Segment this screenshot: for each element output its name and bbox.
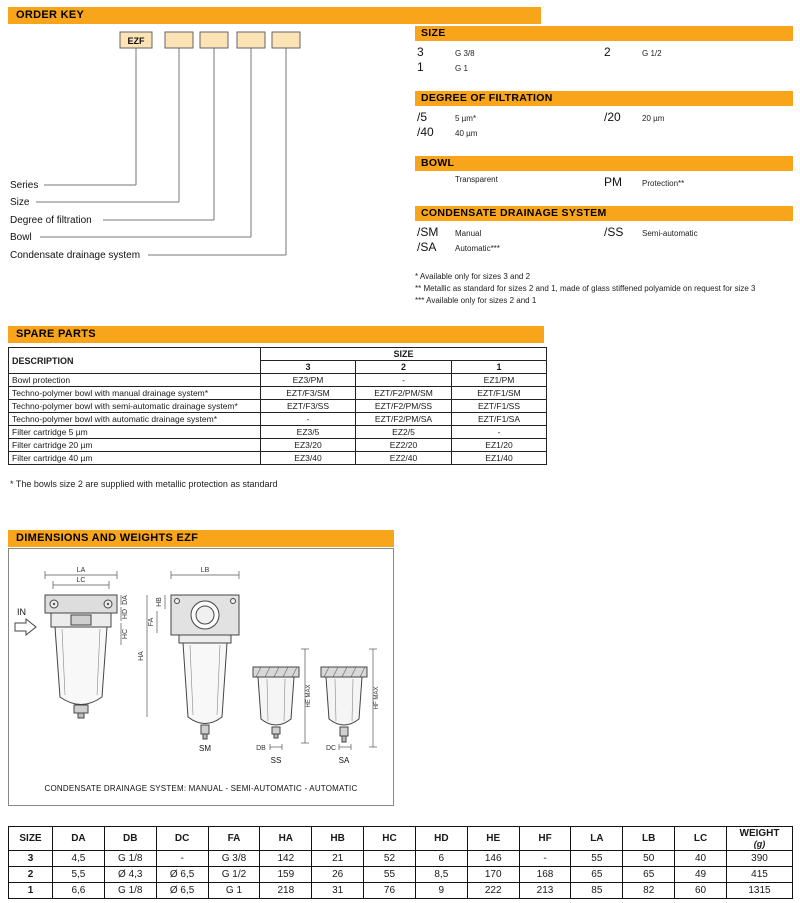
- bowl-sa: [321, 649, 380, 765]
- drawing-caption: CONDENSATE DRAINAGE SYSTEM: MANUAL - SEMI-AUTOMATIC - AUTOMATIC: [44, 784, 358, 793]
- dim-value: 26: [312, 867, 364, 883]
- dim-value: 40: [675, 851, 727, 867]
- entry-desc: G 3/8: [455, 49, 475, 58]
- panel-entries: [415, 223, 793, 255]
- dimensions-table: [8, 826, 793, 899]
- spare-part-code: EZ3/20: [261, 439, 356, 452]
- dim-fa: FA: [148, 617, 155, 627]
- dim-value: 222: [467, 883, 519, 899]
- dim-value: 55: [364, 867, 416, 883]
- spare-parts-footnote: * The bowls size 2 are supplied with metallic protection as standard: [10, 479, 278, 489]
- dim-value: 218: [260, 883, 312, 899]
- order-label-size: Size: [10, 197, 30, 208]
- spare-part-description: Techno-polymer bowl with semi-automatic drainage system*: [9, 400, 261, 413]
- order-key-title: ORDER KEY: [8, 7, 541, 24]
- dim-col-header: LB: [623, 827, 675, 851]
- panel-entry: [417, 240, 604, 255]
- dim-size: 3: [9, 851, 53, 867]
- panel-entries: [415, 173, 793, 190]
- spare-size-3: 3: [261, 361, 356, 374]
- weight-label: WEIGHT: [739, 828, 780, 839]
- footnote: *** Available only for sizes 2 and 1: [415, 296, 537, 305]
- dim-value: Ø 6,5: [156, 883, 208, 899]
- dim-value: 159: [260, 867, 312, 883]
- filter-unit-front: [45, 567, 129, 718]
- spare-parts-table: [8, 347, 547, 465]
- order-code-box-size: [165, 32, 193, 48]
- dim-col-header: SIZE: [9, 827, 53, 851]
- dim-value: 4,5: [53, 851, 105, 867]
- dim-col-header: FA: [208, 827, 260, 851]
- dimensions-drawing: [9, 549, 393, 805]
- dim-col-header: HB: [312, 827, 364, 851]
- dim-value: G 1/8: [104, 883, 156, 899]
- panel-entry: [604, 45, 791, 60]
- dim-value: 415: [727, 867, 793, 883]
- dim-value: 55: [571, 851, 623, 867]
- spare-part-code: EZ3/5: [261, 426, 356, 439]
- spare-part-description: Filter cartridge 5 µm: [9, 426, 261, 439]
- entry-code: 3: [417, 45, 424, 59]
- entry-code: /SM: [417, 225, 439, 239]
- dim-value: 65: [571, 867, 623, 883]
- filter-unit-sm: [171, 567, 239, 753]
- dim-value: 5,5: [53, 867, 105, 883]
- dim-value: 82: [623, 883, 675, 899]
- dim-col-header: HC: [364, 827, 416, 851]
- spare-part-description: Techno-polymer bowl with manual drainage system*: [9, 387, 261, 400]
- spare-part-code: EZ1/20: [452, 439, 547, 452]
- dimensions-table-body: [9, 851, 793, 899]
- entry-code: /20: [604, 110, 621, 124]
- spare-parts-row: [9, 452, 547, 465]
- footnote: ** Metallic as standard for sizes 2 and 1, made of glass stiffened polyamide on request for size 3: [415, 284, 756, 293]
- dimensions-title: DIMENSIONS AND WEIGHTS EZF: [8, 530, 394, 547]
- spare-parts-title: SPARE PARTS: [8, 326, 544, 343]
- dimensions-table-wrap: [8, 826, 793, 899]
- dim-ha: HA: [138, 651, 145, 661]
- dim-da: DA: [122, 595, 129, 605]
- dim-col-header: DB: [104, 827, 156, 851]
- spare-part-code: EZ3/40: [261, 452, 356, 465]
- dim-col-header: LA: [571, 827, 623, 851]
- order-key-panel: [415, 206, 793, 255]
- entry-desc: 5 µm*: [455, 114, 477, 123]
- panel-title: BOWL: [415, 156, 793, 171]
- dim-value: 8,5: [415, 867, 467, 883]
- spare-part-code: -: [452, 426, 547, 439]
- dimensions-table-header-row: [9, 827, 793, 851]
- dim-dc: DC: [325, 745, 337, 752]
- entry-desc: Automatic***: [455, 244, 500, 253]
- panel-entry: [417, 175, 604, 190]
- footnote: * Available only for sizes 3 and 2: [415, 272, 531, 281]
- spare-part-code: -: [356, 374, 452, 387]
- dim-col-header: HA: [260, 827, 312, 851]
- dim-value: -: [156, 851, 208, 867]
- dim-value: 390: [727, 851, 793, 867]
- spare-part-code: EZT/F2/PM/SA: [356, 413, 452, 426]
- dim-value: 6,6: [53, 883, 105, 899]
- dimensions-drawing-box: [8, 548, 394, 806]
- dim-value: G 1: [208, 883, 260, 899]
- dim-size: 2: [9, 867, 53, 883]
- spare-part-code: EZ1/PM: [452, 374, 547, 387]
- panel-entry: [417, 125, 604, 140]
- dim-value: 21: [312, 851, 364, 867]
- panel-title: DEGREE OF FILTRATION: [415, 91, 793, 106]
- dim-value: 85: [571, 883, 623, 899]
- dimensions-row: [9, 851, 793, 867]
- entry-desc: G 1: [455, 64, 468, 73]
- panel-title: SIZE: [415, 26, 793, 41]
- spare-parts-table-wrap: [8, 347, 546, 465]
- spare-parts-row: [9, 413, 547, 426]
- order-key-panels: [415, 26, 793, 307]
- spare-parts-row: [9, 400, 547, 413]
- dim-value: 146: [467, 851, 519, 867]
- spare-parts-row: [9, 426, 547, 439]
- entry-code: PM: [604, 175, 622, 189]
- dim-col-header-weight: [727, 827, 793, 851]
- dim-hf-max: HF MAX: [374, 686, 380, 710]
- order-key-panel: [415, 91, 793, 140]
- dim-value: 6: [415, 851, 467, 867]
- order-key-panel: [415, 156, 793, 190]
- entry-code: /SS: [604, 225, 624, 239]
- order-label-bowl: Bowl: [10, 232, 32, 243]
- label-sa: SA: [338, 756, 350, 765]
- dim-value: 49: [675, 867, 727, 883]
- entry-desc: 40 µm: [455, 129, 478, 138]
- spare-part-code: EZT/F2/PM/SM: [356, 387, 452, 400]
- spare-part-code: EZ2/5: [356, 426, 452, 439]
- order-label-series: Series: [10, 180, 39, 191]
- dim-col-header: HD: [415, 827, 467, 851]
- dim-col-header: DA: [53, 827, 105, 851]
- dim-value: G 1/8: [104, 851, 156, 867]
- spare-part-code: -: [261, 413, 356, 426]
- dim-col-header: DC: [156, 827, 208, 851]
- order-label-filtration: Degree of filtration: [10, 215, 92, 226]
- spare-part-description: Filter cartridge 20 µm: [9, 439, 261, 452]
- dim-value: -: [519, 851, 571, 867]
- dim-value: G 3/8: [208, 851, 260, 867]
- spare-col-description: DESCRIPTION: [9, 348, 261, 374]
- panel-entries: [415, 108, 793, 140]
- dim-lc: LC: [76, 577, 86, 584]
- order-series-code: EZF: [127, 36, 145, 46]
- order-key-footnotes: [415, 271, 793, 307]
- in-label: IN: [17, 607, 26, 617]
- order-key-panel: [415, 26, 793, 75]
- label-ss: SS: [270, 756, 282, 765]
- order-code-box-bowl: [237, 32, 265, 48]
- bowl-ss: [253, 649, 312, 765]
- dim-hd: HD: [122, 608, 129, 620]
- spare-size-2: 2: [356, 361, 452, 374]
- spare-part-code: EZ1/40: [452, 452, 547, 465]
- height-dimensions: [138, 595, 165, 717]
- dim-col-header: HF: [519, 827, 571, 851]
- dim-value: 1315: [727, 883, 793, 899]
- dim-he-max: HE MAX: [306, 684, 312, 708]
- spare-parts-row: [9, 387, 547, 400]
- dim-la: LA: [76, 567, 86, 574]
- entry-code: 1: [417, 60, 424, 74]
- dim-value: Ø 4,3: [104, 867, 156, 883]
- spare-part-code: EZT/F3/SM: [261, 387, 356, 400]
- dim-value: 142: [260, 851, 312, 867]
- dim-value: G 1/2: [208, 867, 260, 883]
- dim-value: 76: [364, 883, 416, 899]
- dim-col-header: HE: [467, 827, 519, 851]
- dim-value: 168: [519, 867, 571, 883]
- label-sm: SM: [199, 744, 211, 753]
- spare-part-code: EZT/F1/SM: [452, 387, 547, 400]
- inlet-arrow-icon: [15, 619, 36, 635]
- entry-desc: G 1/2: [642, 49, 662, 58]
- dim-value: 50: [623, 851, 675, 867]
- dim-value: 170: [467, 867, 519, 883]
- dim-size: 1: [9, 883, 53, 899]
- entry-desc: Transparent: [455, 175, 498, 184]
- dimensions-row: [9, 883, 793, 899]
- dim-value: 60: [675, 883, 727, 899]
- spare-col-size: SIZE: [261, 348, 547, 361]
- spare-parts-row: [9, 374, 547, 387]
- panel-entry: [604, 110, 791, 125]
- spare-part-code: EZ2/20: [356, 439, 452, 452]
- order-label-drainage: Condensate drainage system: [10, 250, 141, 261]
- entry-desc: Semi-automatic: [642, 229, 698, 238]
- spare-part-code: EZT/F3/SS: [261, 400, 356, 413]
- dim-hb: HB: [156, 597, 163, 607]
- dim-value: 52: [364, 851, 416, 867]
- panel-entry: [417, 45, 604, 60]
- order-code-box-drainage: [272, 32, 300, 48]
- dim-value: 9: [415, 883, 467, 899]
- panel-entry: [604, 175, 791, 190]
- panel-entry: [417, 225, 604, 240]
- entry-code: /SA: [417, 240, 437, 254]
- entry-desc: Protection**: [642, 179, 685, 188]
- spare-part-description: Filter cartridge 40 µm: [9, 452, 261, 465]
- dim-lb: LB: [200, 567, 210, 574]
- order-code-box-filtration: [200, 32, 228, 48]
- panel-entry: [604, 225, 791, 240]
- panel-entry: [417, 60, 604, 75]
- spare-part-code: EZT/F1/SS: [452, 400, 547, 413]
- dim-value: 65: [623, 867, 675, 883]
- spare-part-description: Bowl protection: [9, 374, 261, 387]
- panel-entry: [417, 110, 604, 125]
- panel-entries: [415, 43, 793, 75]
- dim-value: 31: [312, 883, 364, 899]
- dim-col-header: LC: [675, 827, 727, 851]
- spare-part-code: EZT/F2/PM/SS: [356, 400, 452, 413]
- panel-title: CONDENSATE DRAINAGE SYSTEM: [415, 206, 793, 221]
- entry-desc: Manual: [455, 229, 482, 238]
- entry-code: /40: [417, 125, 434, 139]
- dim-value: Ø 6,5: [156, 867, 208, 883]
- spare-part-code: EZ3/PM: [261, 374, 356, 387]
- spare-part-code: EZT/F1/SA: [452, 413, 547, 426]
- entry-code: 2: [604, 45, 611, 59]
- dim-value: 213: [519, 883, 571, 899]
- spare-parts-body: [9, 374, 547, 465]
- spare-part-code: EZ2/40: [356, 452, 452, 465]
- dim-hc: HC: [122, 628, 129, 640]
- dimensions-row: [9, 867, 793, 883]
- spare-part-description: Techno-polymer bowl with automatic drainage system*: [9, 413, 261, 426]
- dim-db: DB: [256, 745, 266, 752]
- spare-parts-header-row: [9, 348, 547, 361]
- spare-parts-row: [9, 439, 547, 452]
- spare-size-1: 1: [452, 361, 547, 374]
- entry-code: /5: [417, 110, 428, 124]
- entry-desc: 20 µm: [642, 114, 665, 123]
- weight-unit: (g): [753, 839, 766, 849]
- order-key-diagram: [8, 25, 418, 293]
